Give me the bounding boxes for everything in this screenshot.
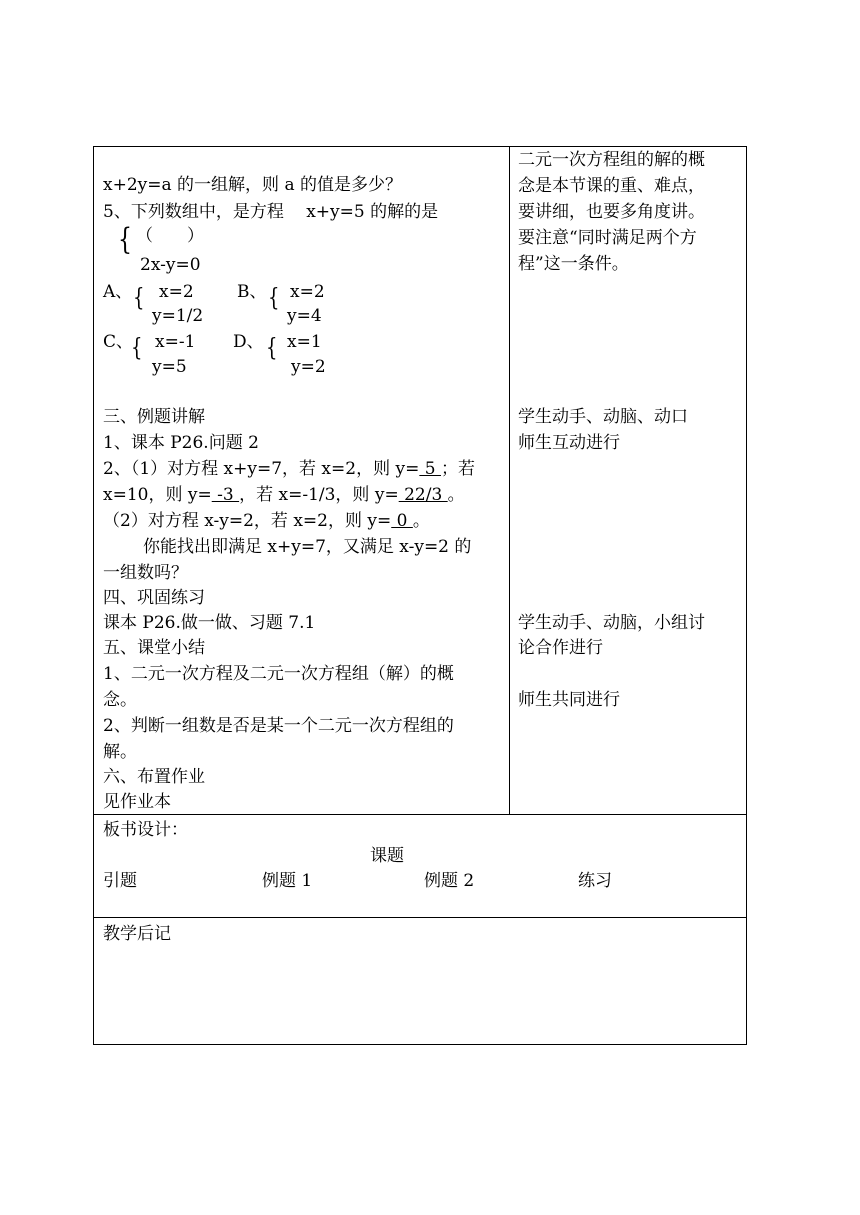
- note-line: 论合作进行: [518, 638, 603, 658]
- board-item-intro: 引题: [103, 871, 137, 891]
- answer-blank: 0: [391, 511, 413, 531]
- table-row-divider-1: [93, 814, 747, 815]
- board-item-example-2: 例题 2: [424, 871, 475, 891]
- option-d-brace: {: [266, 334, 278, 363]
- section-6-heading: 六、布置作业: [103, 767, 205, 787]
- note-line: 要注意“同时满足两个方: [518, 228, 697, 248]
- section-4-heading: 四、巩固练习: [103, 588, 205, 608]
- note-line: 二元一次方程组的解的概: [518, 150, 705, 170]
- board-item-practice: 练习: [578, 871, 612, 891]
- option-a-brace: {: [133, 284, 145, 313]
- system-brace: {: [118, 223, 132, 258]
- question-5-equation-2: 2x-y=0: [140, 255, 201, 275]
- summary-1b: 念。: [103, 690, 137, 710]
- note-line: 学生动手、动脑、动口: [518, 407, 688, 427]
- example-2-text: （2）对方程 x-y=2，若 x=2，则 y=: [103, 511, 392, 531]
- option-a-x: x=2: [159, 282, 194, 302]
- table-border-left: [93, 146, 94, 1045]
- teaching-notes-label: 教学后记: [103, 924, 171, 944]
- option-b-label: B、: [237, 282, 267, 302]
- example-2-line-5: 一组数吗？: [103, 563, 188, 583]
- example-2-text: ，若 x=-1/3，则 y=: [239, 485, 399, 505]
- option-c-x: x=-1: [155, 332, 196, 352]
- example-2-text: 2、（1）对方程 x+y=7，若 x=2，则 y=: [103, 459, 420, 479]
- table-border-bottom: [93, 1044, 747, 1045]
- note-line: 学生动手、动脑，小组讨: [518, 613, 705, 633]
- note-line: 要讲细，也要多角度讲。: [518, 202, 705, 222]
- example-2-text: 。: [447, 485, 465, 505]
- example-2-line-3: [103, 509, 430, 533]
- note-line: 念是本节课的重、难点，: [518, 176, 705, 196]
- example-2-text: 。: [412, 511, 430, 531]
- example-2-line-2: [103, 483, 465, 507]
- summary-2a: 2、判断一组数是否是某一个二元一次方程组的: [103, 716, 454, 736]
- table-row-divider-2: [93, 917, 747, 918]
- option-c-y: y=5: [152, 357, 187, 377]
- option-d-label: D、: [233, 332, 264, 352]
- option-b-brace: {: [268, 284, 280, 313]
- board-title: 课题: [370, 846, 404, 866]
- option-a-label: A、: [103, 282, 133, 302]
- practice-line: 课本 P26.做一做、习题 7.1: [103, 613, 316, 633]
- example-2-text: ；若: [440, 459, 475, 479]
- example-2-text: x=10，则 y=: [103, 485, 212, 505]
- option-b-x: x=2: [290, 282, 325, 302]
- answer-blank: 22/3: [398, 485, 448, 505]
- option-a-y: y=1/2: [152, 306, 204, 326]
- answer-blank: 5: [419, 459, 441, 479]
- question-5: 5、下列数组中，是方程 x+y=5 的解的是: [103, 202, 439, 222]
- summary-1a: 1、二元一次方程及二元一次方程组（解）的概: [103, 664, 454, 684]
- example-2-line-1: [103, 457, 475, 481]
- board-design-label: 板书设计：: [103, 820, 188, 840]
- exercise-line: x+2y=a 的一组解，则 a 的值是多少？: [103, 175, 402, 195]
- section-3-heading: 三、例题讲解: [103, 407, 205, 427]
- option-c-label: C、: [103, 332, 134, 352]
- example-2-line-4: 你能找出即满足 x+y=7，又满足 x-y=2 的: [143, 537, 472, 557]
- option-d-x: x=1: [287, 332, 322, 352]
- note-line: 师生共同进行: [518, 690, 620, 710]
- option-d-y: y=2: [291, 357, 326, 377]
- board-item-example-1: 例题 1: [262, 871, 313, 891]
- option-b-y: y=4: [287, 306, 322, 326]
- homework-line: 见作业本: [103, 792, 171, 812]
- example-1: 1、课本 P26.问题 2: [103, 433, 259, 453]
- table-border-top: [93, 146, 747, 147]
- summary-2b: 解。: [103, 742, 137, 762]
- table-border-right: [746, 146, 747, 1045]
- question-5-paren: （ ）: [136, 226, 204, 246]
- table-column-divider: [509, 146, 510, 815]
- note-line: 师生互动进行: [518, 433, 620, 453]
- answer-blank: -3: [211, 485, 240, 505]
- option-c-brace: {: [131, 334, 143, 363]
- section-5-heading: 五、课堂小结: [103, 638, 205, 658]
- note-line: 程”这一条件。: [518, 254, 629, 274]
